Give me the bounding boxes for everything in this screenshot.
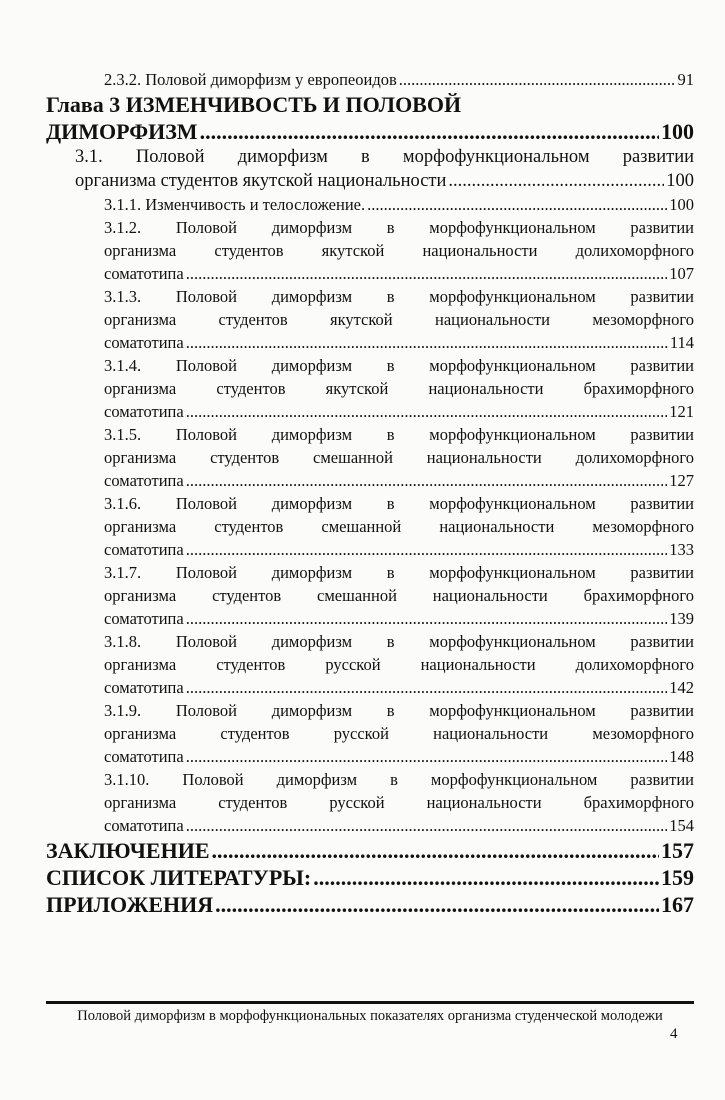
toc-entry-line2: организма студентов якутской национальности	[75, 171, 447, 191]
toc-entry-3-1-6[interactable]	[46, 492, 694, 561]
dot-leader	[212, 837, 660, 864]
toc-entry-3-1-7[interactable]	[46, 561, 694, 630]
toc-entry-title: СПИСОК ЛИТЕРАТУРЫ:	[46, 865, 312, 890]
toc-entry-line1: 3.1.9. Половой диморфизм в морфофункциональном развитии	[104, 701, 694, 720]
toc-entry-line1: 3.1.2. Половой диморфизм в морфофункциональном развитии	[104, 218, 694, 237]
toc-page-number: 142	[669, 678, 694, 697]
toc-entry-line2: организма студентов смешанной национальности брахиморфного	[104, 586, 694, 605]
dot-leader	[448, 169, 664, 193]
toc-entry-3-1[interactable]	[46, 145, 694, 193]
dot-leader	[186, 676, 668, 699]
toc-page-number: 91	[677, 70, 694, 89]
toc-entry-line3: соматотипа	[104, 747, 184, 766]
chapter-title-line2: ДИМОРФИЗМ	[46, 119, 198, 144]
footer-divider	[46, 1001, 694, 1004]
toc-page-number: 159	[661, 865, 694, 890]
toc-entry-line3: соматотипа	[104, 471, 184, 490]
toc-entry-line3: соматотипа	[104, 264, 184, 283]
running-footer-title: Половой диморфизм в морфофункциональных показателях организма студенческой молодежи	[77, 1008, 663, 1024]
dot-leader	[186, 538, 668, 561]
toc-chapter-3[interactable]	[46, 91, 694, 145]
toc-page-number: 100	[661, 119, 694, 144]
toc-page-number: 157	[661, 838, 694, 863]
toc-entry-line2: организма студентов смешанной национальности долихоморфного	[104, 448, 694, 467]
toc-entry-appendices[interactable]	[46, 891, 694, 918]
toc-entry-line1: 3.1.6. Половой диморфизм в морфофункциональном развитии	[104, 494, 694, 513]
toc-entry-line1: 3.1.7. Половой диморфизм в морфофункциональном развитии	[104, 563, 694, 582]
toc-entry-title: 2.3.2. Половой диморфизм у европеоидов	[104, 70, 397, 89]
toc-entry-line2: организма студентов русской национальности мезоморфного	[104, 724, 694, 743]
dot-leader	[186, 400, 668, 423]
toc-page-number: 154	[669, 816, 694, 835]
toc-page-number: 100	[666, 171, 694, 191]
page-number: 4	[670, 1026, 678, 1042]
chapter-title-line1: Глава 3 ИЗМЕНЧИВОСТЬ И ПОЛОВОЙ	[46, 92, 462, 117]
table-of-contents	[46, 68, 694, 918]
toc-entry-line1: 3.1.5. Половой диморфизм в морфофункциональном развитии	[104, 425, 694, 444]
toc-entry-3-1-3[interactable]	[46, 285, 694, 354]
toc-entry-references[interactable]	[46, 864, 694, 891]
toc-entry-3-1-9[interactable]	[46, 699, 694, 768]
dot-leader	[186, 469, 668, 492]
toc-entry-line3: соматотипа	[104, 333, 184, 352]
dot-leader	[186, 607, 668, 630]
toc-entry-line2: организма студентов русской национальности брахиморфного	[104, 793, 694, 812]
toc-page-number: 167	[661, 892, 694, 917]
toc-entry-title: ЗАКЛЮЧЕНИЕ	[46, 838, 210, 863]
toc-entry-line1: 3.1.3. Половой диморфизм в морфофункциональном развитии	[104, 287, 694, 306]
dot-leader	[399, 68, 676, 91]
dot-leader	[200, 118, 659, 145]
toc-entry-3-1-4[interactable]	[46, 354, 694, 423]
dot-leader	[186, 814, 668, 837]
toc-entry-line1: 3.1. Половой диморфизм в морфофункциональном развитии	[75, 147, 694, 167]
toc-entry-line1: 3.1.10. Половой диморфизм в морфофункциональном развитии	[104, 770, 694, 789]
toc-entry-line3: соматотипа	[104, 678, 184, 697]
toc-page-number: 100	[669, 195, 694, 214]
toc-entry-line2: организма студентов якутской национальности мезоморфного	[104, 310, 694, 329]
dot-leader	[367, 193, 667, 216]
toc-entry-conclusion[interactable]	[46, 837, 694, 864]
toc-page-number: 127	[669, 471, 694, 490]
toc-entry-line3: соматотипа	[104, 816, 184, 835]
toc-entry-line3: соматотипа	[104, 609, 184, 628]
toc-entry-3-1-1[interactable]	[46, 193, 694, 216]
toc-entry-line1: 3.1.8. Половой диморфизм в морфофункциональном развитии	[104, 632, 694, 651]
toc-page-number: 148	[669, 747, 694, 766]
toc-entry-line3: соматотипа	[104, 402, 184, 421]
toc-entry-3-1-10[interactable]	[46, 768, 694, 837]
toc-entry-line1: 3.1.4. Половой диморфизм в морфофункциональном развитии	[104, 356, 694, 375]
toc-entry-3-1-5[interactable]	[46, 423, 694, 492]
toc-entry-line2: организма студентов якутской национальности брахиморфного	[104, 379, 694, 398]
toc-entry-line2: организма студентов русской национальности долихоморфного	[104, 655, 694, 674]
toc-page-number: 139	[669, 609, 694, 628]
toc-entry-line2: организма студентов смешанной национальности мезоморфного	[104, 517, 694, 536]
toc-entry-3-1-8[interactable]	[46, 630, 694, 699]
toc-entry-title: ПРИЛОЖЕНИЯ	[46, 892, 214, 917]
toc-page-number: 133	[669, 540, 694, 559]
dot-leader	[186, 745, 668, 768]
dot-leader	[313, 864, 659, 891]
toc-entry-line2: организма студентов якутской национальности долихоморфного	[104, 241, 694, 260]
toc-page-number: 114	[669, 333, 694, 352]
toc-entry-line3: соматотипа	[104, 540, 184, 559]
toc-page-number: 107	[669, 264, 694, 283]
toc-page-number: 121	[669, 402, 694, 421]
toc-entry-3-1-2[interactable]	[46, 216, 694, 285]
toc-entry-title: 3.1.1. Изменчивость и телосложение.	[104, 195, 366, 214]
toc-entry-2-3-2[interactable]	[46, 68, 694, 91]
dot-leader	[215, 891, 659, 918]
dot-leader	[186, 331, 668, 354]
dot-leader	[186, 262, 668, 285]
